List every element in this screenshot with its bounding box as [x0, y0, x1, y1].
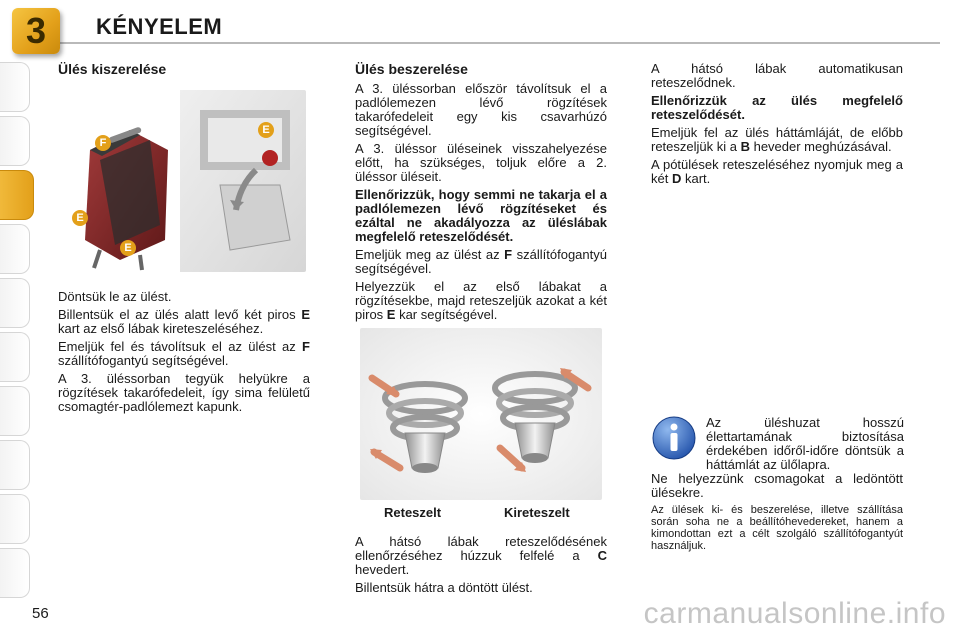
raise-backrest: Emeljük fel az ülés háttámláját, de előbb reteszeljük ki a B heveder meghúzásával. [651, 125, 903, 154]
label-f: F [95, 135, 111, 151]
chapter-tab-10[interactable] [0, 548, 30, 598]
chapter-tab-3-active[interactable] [0, 170, 34, 220]
extra-seat-lock: A pótülések reteszeléséhez nyomjuk meg a két D kart. [651, 157, 903, 186]
tilt-seat-back: Billentsük hátra a döntött ülést. [355, 580, 533, 595]
install-step-1: A 3. üléssorban először távolítsuk el a padlólemezen lévő rögzítések takarófedeleit egy kis csavarhúzó segítségével. [355, 81, 607, 138]
caption-unlocked: Kireteszelt [504, 505, 570, 520]
handle-usage-note: Az ülések ki- és beszerelése, illetve szállítása során soha ne a beállítóhevedereket, hanem a kimondottan ezt a célt szolgáló szállítófogantyút használjuk. [651, 504, 903, 552]
section-heading-installation: Ülés beszerelése [355, 61, 468, 77]
label-e-detail: E [258, 122, 274, 138]
lock-state-illustration [360, 328, 602, 500]
install-warning: Ellenőrizzük, hogy semmi ne takarja el a padlólemezen lévő rögzítéseket és ezáltal ne akadályozza az üléslábak megfelelő reteszelődését. [355, 187, 607, 244]
chapter-tab-2[interactable] [0, 116, 30, 166]
left-column-heading-block [58, 62, 310, 76]
info-icon [651, 415, 697, 461]
chapter-tabs [0, 62, 34, 582]
right-column-text [651, 62, 903, 190]
install-step-4: Helyezzük el az első lábakat a rögzítésekbe, majd reteszeljük azokat a két piros E kar segítségével. [355, 279, 607, 322]
watermark: carmanualsonline.info [643, 597, 946, 630]
info-note-text: Az üléshuzat hosszú élettartamának biztosítása érdekében időről-időre döntsük a háttámlát az ülőlapra. [706, 415, 904, 472]
label-e-1: E [72, 210, 88, 226]
chapter-tab-4[interactable] [0, 224, 30, 274]
no-luggage-note: Ne helyezzünk csomagokat a ledöntött ülésekre. [651, 471, 903, 500]
page-title: KÉNYELEM [96, 14, 223, 39]
info-note [706, 416, 904, 476]
page-number: 56 [32, 605, 49, 622]
chapter-tab-7[interactable] [0, 386, 30, 436]
middle-column-bottom-text [355, 535, 607, 599]
install-step-3: Emeljük meg az ülést az F szállítófogantyú segítségével. [355, 247, 607, 276]
removal-step-2: Billentsük el az ülés alatt levő két piros E kart az első lábak kireteszeléséhez. [58, 307, 310, 336]
removal-step-4: A 3. üléssorban tegyük helyükre a rögzítések takarófedeleit, így sima felületű csomagtér-padlólemezt kapunk. [58, 371, 310, 414]
check-rear-legs: A hátsó lábak reteszelődésének ellenőrzéséhez húzzuk felfelé a C hevedert. [355, 534, 607, 577]
chapter-badge [12, 8, 60, 54]
install-step-2: A 3. üléssor üléseinek visszahelyezése előtt, ha szükséges, toljuk előre a 2. üléssor üléseit. [355, 141, 607, 184]
chapter-tab-9[interactable] [0, 494, 30, 544]
header-divider [60, 42, 940, 44]
rear-legs-auto-lock: A hátsó lábak automatikusan reteszelődnek. [651, 61, 903, 90]
removal-step-3: Emeljük fel és távolítsuk el az ülést az F szállítófogantyú segítségével. [58, 339, 310, 368]
left-column-text [58, 290, 310, 418]
chapter-tab-1[interactable] [0, 62, 30, 112]
chapter-tab-5[interactable] [0, 278, 30, 328]
removal-step-1: Döntsük le az ülést. [58, 289, 172, 304]
right-column-bottom-text [651, 472, 903, 556]
chapter-tab-8[interactable] [0, 440, 30, 490]
chapter-tab-6[interactable] [0, 332, 30, 382]
middle-column-text [355, 62, 607, 326]
chapter-number: 3 [25, 10, 47, 51]
label-e-2: E [120, 240, 136, 256]
caption-locked: Reteszelt [384, 505, 442, 520]
section-heading-removal: Ülés kiszerelése [58, 61, 167, 77]
seat-removal-illustration [60, 90, 306, 272]
check-lock: Ellenőrizzük az ülés megfelelő reteszelődését. [651, 93, 903, 122]
